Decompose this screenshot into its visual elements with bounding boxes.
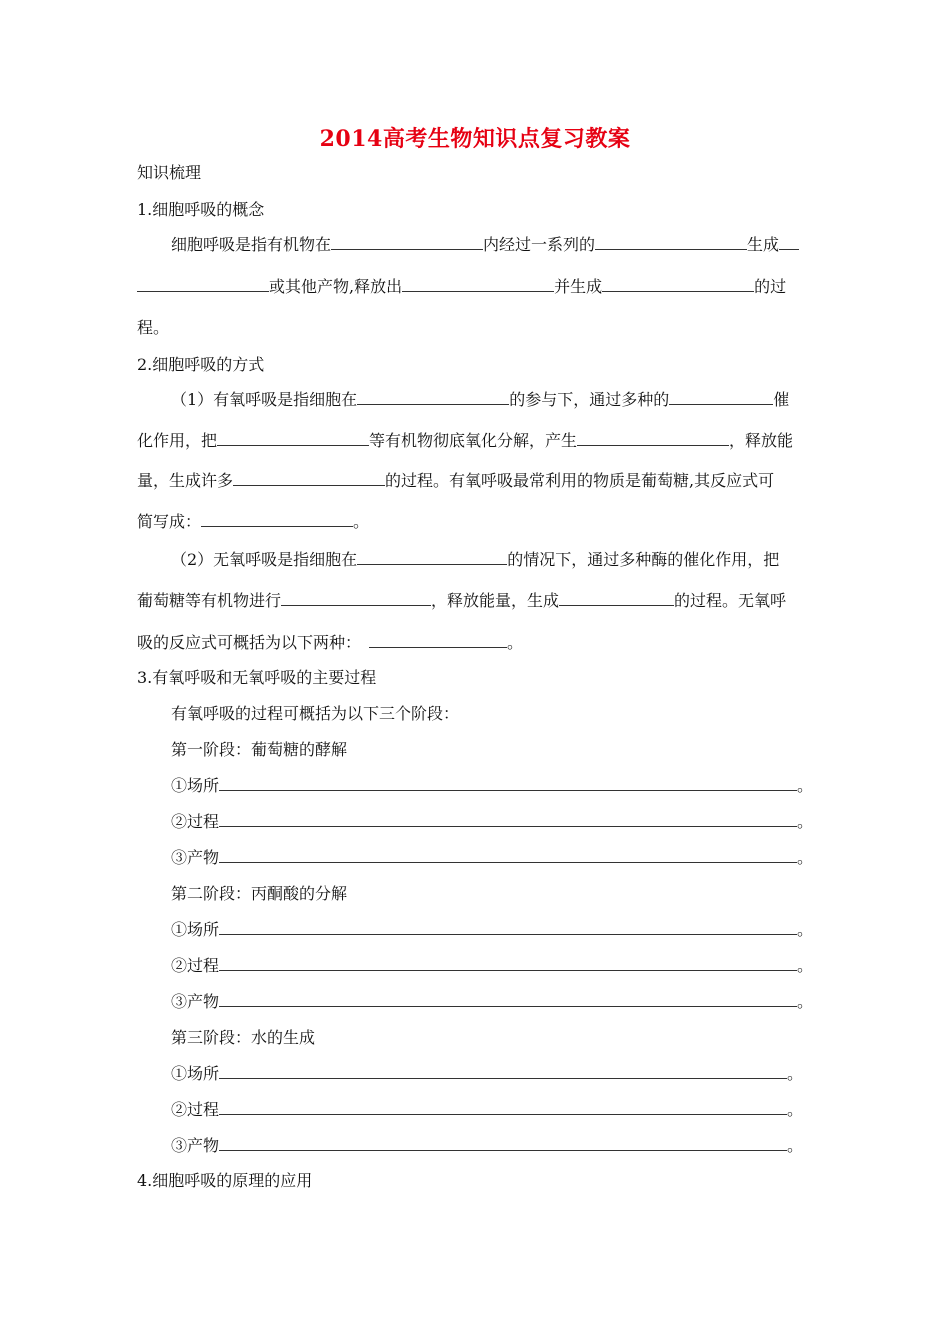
paragraph-1-line-1: 细胞呼吸是指有机物在 内经过一系列的 生成 bbox=[171, 234, 815, 256]
blank bbox=[219, 1136, 787, 1151]
paragraph-2-line-1: （1）有氧呼吸是指细胞在 的参与下，通过多种的 催 bbox=[171, 390, 790, 409]
stage-2-process: ②过程 。 bbox=[171, 956, 814, 975]
section-heading: 知识梳理 bbox=[137, 163, 202, 182]
blank bbox=[219, 812, 797, 827]
blank bbox=[219, 992, 797, 1007]
paragraph-3-line-2: 葡萄糖等有机物进行 ，释放能量，生成 的过程。无氧呼 bbox=[137, 591, 787, 610]
blank bbox=[219, 1064, 787, 1079]
stage-3-process: ②过程 。 bbox=[171, 1100, 804, 1119]
blank bbox=[779, 235, 799, 250]
blank bbox=[357, 550, 507, 565]
heading-4: 4.细胞呼吸的原理的应用 bbox=[137, 1171, 313, 1190]
blank bbox=[219, 848, 797, 863]
blank bbox=[217, 431, 369, 446]
paragraph-3-line-3: 吸的反应式可概括为以下两种： 。 bbox=[137, 633, 524, 652]
blank bbox=[577, 431, 729, 446]
blank bbox=[595, 235, 747, 250]
paragraph-1-line-2: 或其他产物,释放出 并生成 的过 bbox=[137, 276, 817, 298]
heading-1: 1.细胞呼吸的概念 bbox=[137, 200, 265, 219]
blank bbox=[219, 920, 797, 935]
paragraph-1-line-3: 程。 bbox=[137, 318, 170, 337]
paragraph-2-line-2: 化作用，把 等有机物彻底氧化分解，产生 ，释放能 bbox=[137, 431, 794, 450]
stage-3-product: ③产物 。 bbox=[171, 1136, 804, 1155]
paragraph-2-line-4: 简写成： 。 bbox=[137, 512, 370, 531]
blank bbox=[357, 390, 509, 405]
stages-intro: 有氧呼吸的过程可概括为以下三个阶段： bbox=[171, 704, 460, 723]
stage-1-product: ③产物 。 bbox=[171, 848, 814, 867]
blank bbox=[219, 1100, 787, 1115]
paragraph-3-line-1: （2）无氧呼吸是指细胞在 的情况下，通过多种酶的催化作用，把 bbox=[171, 550, 780, 569]
blank bbox=[201, 512, 353, 527]
stage-2-place: ①场所 。 bbox=[171, 920, 814, 939]
blank bbox=[402, 277, 554, 292]
stage-1-place: ①场所 。 bbox=[171, 776, 814, 795]
stage-2-title: 第二阶段：丙酮酸的分解 bbox=[171, 884, 348, 903]
document-title: 2014高考生物知识点复习教案 bbox=[319, 126, 631, 152]
blank bbox=[369, 633, 507, 648]
blank bbox=[559, 591, 674, 606]
blank bbox=[137, 277, 269, 292]
blank bbox=[219, 776, 797, 791]
stage-1-title: 第一阶段：葡萄糖的酵解 bbox=[171, 740, 348, 759]
stage-3-title: 第三阶段：水的生成 bbox=[171, 1028, 316, 1047]
blank bbox=[219, 956, 797, 971]
blank bbox=[669, 390, 773, 405]
blank bbox=[331, 235, 483, 250]
stage-2-product: ③产物 。 bbox=[171, 992, 814, 1011]
heading-3: 3.有氧呼吸和无氧呼吸的主要过程 bbox=[137, 668, 377, 687]
blank bbox=[602, 277, 754, 292]
stage-3-place: ①场所 。 bbox=[171, 1064, 804, 1083]
heading-2: 2.细胞呼吸的方式 bbox=[137, 355, 265, 374]
blank bbox=[281, 591, 431, 606]
stage-1-process: ②过程 。 bbox=[171, 812, 814, 831]
blank bbox=[233, 471, 385, 486]
paragraph-2-line-3: 量，生成许多 的过程。有氧呼吸最常利用的物质是葡萄糖,其反应式可 bbox=[137, 471, 775, 490]
